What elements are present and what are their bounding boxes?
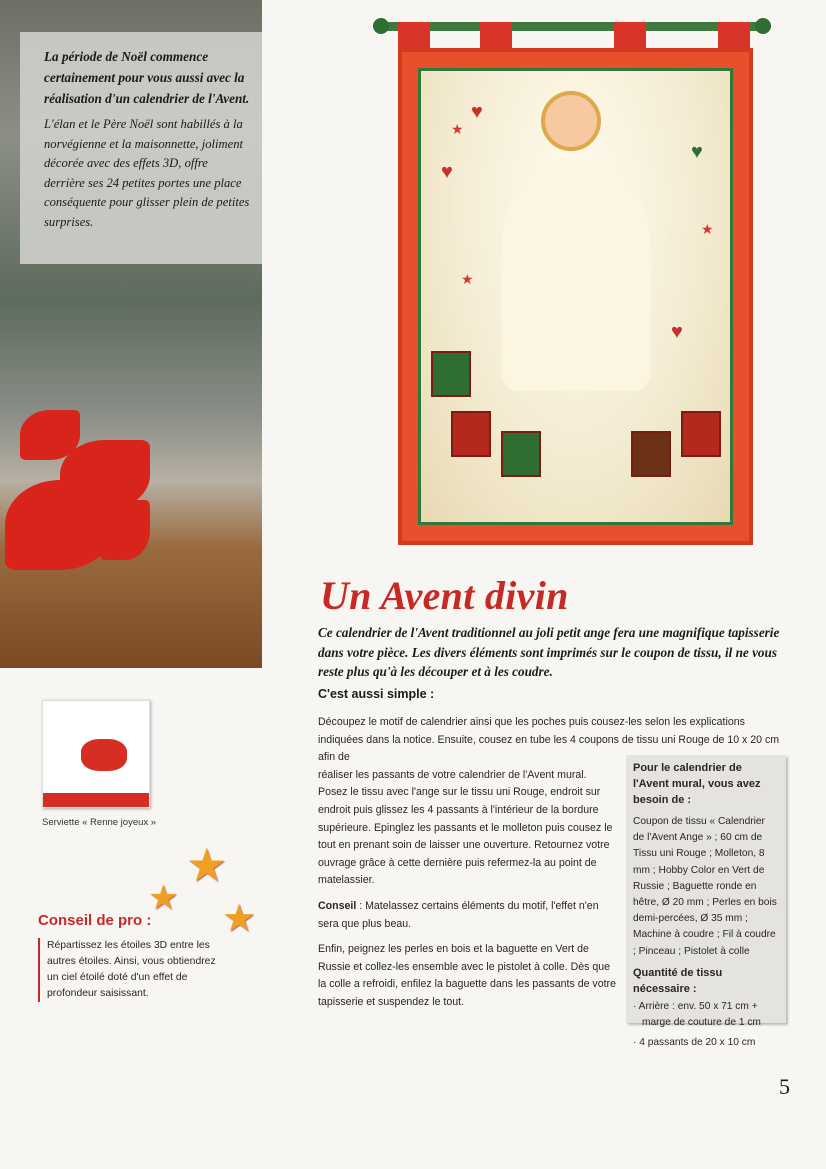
gift-icon	[501, 431, 541, 477]
heart-icon: ♥	[691, 141, 703, 163]
rod-knob	[755, 18, 771, 34]
body-paragraph: réaliser les passants de votre calendrier de l'Avent mural. Posez le tissu avec l'ange sur le tissu uni Rouge, endroit sur endroit puis glissez les 4 passants à l'intérieur de la bordure supérieure. Epinglez les passants et le molleton puis cousez le tout en prenant soin de laisser une ouverture. Retournez votre ouvrage grâce à cette dernière puis refermez-la au point de matelassier.	[318, 768, 613, 887]
intro-lead: La période de Noël commence certainement pour vous aussi avec la réalisation d'un calendrier de l'Avent.	[44, 49, 250, 106]
star-icon: ★	[186, 839, 228, 891]
tip-paragraph	[318, 898, 618, 933]
article-title: Un Avent divin	[320, 573, 569, 618]
poinsettia-petal	[5, 480, 115, 570]
materials-title: Pour le calendrier de l'Avent mural, vous avez besoin de :	[633, 762, 761, 806]
star-icon: ★	[701, 221, 714, 237]
napkin-caption: Serviette « Renne joyeux »	[42, 817, 157, 828]
intro-text: L'élan et le Père Noël sont habillés à la norvégienne et la maisonnette, joliment décorée avec des effets 3D, offre derrière ses 24 petites portes une place conséquente pour glisser plein de petites surprises.	[44, 117, 250, 229]
gift-icon	[451, 411, 491, 457]
heart-icon: ♥	[441, 161, 453, 183]
poinsettia-petal	[100, 500, 150, 560]
star-icon: ★	[451, 121, 464, 137]
page-number: 5	[779, 1074, 790, 1099]
napkin-photo	[42, 700, 150, 808]
hanging-rod	[378, 22, 770, 31]
body-paragraph: Enfin, peignez les perles en bois et la baguette en Vert de Russie et collez-les ensemble avec le pistolet à colle. Dès que la colle a refroidi, enfilez la baguette dans les passants de votre tapisserie et suspendez le tout.	[318, 943, 616, 1008]
tip-text: : Matelassez certains éléments du motif, l'effet n'en sera que plus beau.	[318, 899, 599, 930]
tip-label: Conseil	[318, 899, 357, 912]
star-icon: ★	[148, 879, 179, 917]
advent-calendar-photo	[398, 48, 753, 545]
gift-icon	[431, 351, 471, 397]
gift-icon	[631, 431, 671, 477]
reindeer-illustration	[81, 739, 127, 771]
article-lead: Ce calendrier de l'Avent traditionnel au joli petit ange fera une magnifique tapisserie dans votre pièce. Les divers éléments sont imprimés sur le coupon de tissu, il ne vous reste plus qu'à les découper et à les coudre.	[318, 625, 780, 679]
star-icon: ★	[461, 271, 474, 287]
napkin-band	[43, 793, 149, 807]
rod-knob	[373, 18, 389, 34]
star-icon: ★	[222, 898, 257, 940]
gift-icon	[681, 411, 721, 457]
pro-tip-title: Conseil de pro :	[38, 912, 152, 929]
angel-face	[541, 91, 601, 151]
heart-icon: ♥	[471, 101, 483, 123]
materials-box	[626, 755, 786, 1049]
pro-tip-text: Répartissez les étoiles 3D entre les autres étoiles. Ainsi, vous obtiendrez un ciel étoilé doté d'un effet de profondeur saisissant.	[38, 938, 218, 1002]
quantity-item: · Arrière : env. 50 x 71 cm + marge de couture de 1 cm	[633, 1000, 761, 1029]
quantity-title: Quantité de tissu nécessaire :	[633, 966, 723, 995]
body-paragraph: Découpez le motif de calendrier ainsi que les poches puis cousez-les selon les explications indiquées dans la notice. Ensuite, cousez en tube les 4 coupons de tissu uni Rouge de 10 x 20 cm afin de	[318, 716, 780, 764]
intro-box	[20, 32, 262, 264]
angel-body	[501, 161, 651, 391]
quantity-list	[633, 999, 779, 1052]
heart-icon: ♥	[671, 321, 683, 343]
materials-list: Coupon de tissu « Calendrier de l'Avent Ange » ; 60 cm de Tissu uni Rouge ; Molleton, 8 mm ; Hobby Color en Vert de Russie ; Baguette ronde en hêtre, Ø 20 mm ; Perles en bois demi-percées, Ø 35 mm ; Machine à coudre ; Fil à coudre ; Pinceau ; Pistolet à colle	[633, 816, 777, 957]
article-subhead: C'est aussi simple :	[318, 687, 435, 701]
quantity-item: · 4 passants de 20 x 10 cm	[633, 1037, 756, 1049]
